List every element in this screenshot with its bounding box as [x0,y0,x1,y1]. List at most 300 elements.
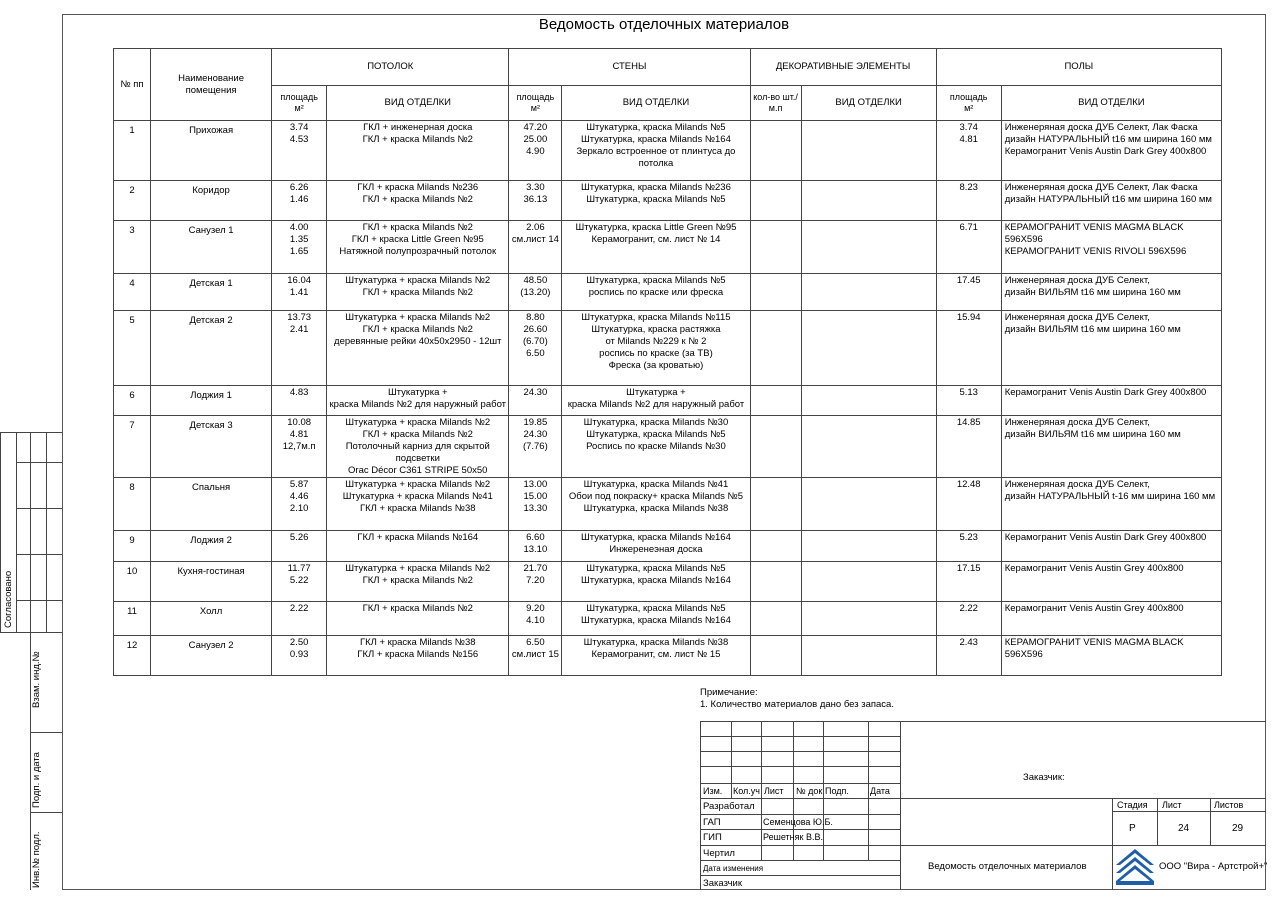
col-floors-header: ПОЛЫ [936,49,1221,86]
cell-line: 6.26 [289,182,309,193]
stamp-data-izm: Дата изменения [703,864,764,873]
ceiling-area-cell [272,562,327,602]
cell-line: Керамогранит, см. лист № 14 [591,233,721,245]
floors-finish-cell [1001,602,1221,636]
stamp-col-ndok: № док [796,786,823,796]
floors-area-cell [936,636,1001,676]
cell-line: 1.41 [289,286,309,298]
cell-line: Штукатурка, краска Milands №5 [586,122,726,133]
cell-line: Роспись по краске Milands №30 [586,440,726,452]
title-block [700,721,1266,890]
walls-area-cell [509,311,562,386]
cell-line: 14.85 [956,417,981,428]
cell-line: КЕРАМОГРАНИТ VENIS MAGMA BLACK [1004,222,1184,233]
cell-line: 16.04 [287,275,312,286]
cell-line: 24.30 [523,428,548,440]
walls-finish-cell [562,311,750,386]
cell-line: 15.00 [523,491,548,503]
ceiling-area-cell [272,531,327,562]
ceiling-area-cell [272,416,327,478]
floors-finish-cell [1001,121,1221,181]
cell-line: Штукатурка, краска Milands №236 [581,182,731,193]
cell-line: ГКЛ + краска Milands №2 [362,286,473,298]
cell-line: ГКЛ + краска Milands №2 [362,603,473,615]
cell-line: Штукатурка + краска Milands №41 [342,491,493,503]
floors-area-cell [936,221,1001,274]
cell-line: 19.85 [523,417,548,428]
notes-heading: Примечание: [700,687,758,698]
cell-line: Orac Décor C361 STRIPE 50x50 [348,464,488,476]
cell-line: 10.08 [287,417,312,428]
row-num-cell: 12 [114,636,151,676]
stamp-gap: ГАП [703,817,721,828]
floors-area-cell [936,386,1001,416]
cell-line: 21.70 [523,563,548,575]
cell-line: Штукатурка + краска Milands №2 [345,417,491,428]
stamp-col-list: Лист [764,786,784,796]
decor-finish-cell [801,416,936,478]
cell-line: 2.06 [526,222,545,233]
cell-line: роспись по краске или фреска [588,286,724,298]
cell-line: 596Х596 [1004,233,1043,245]
stamp-col-data: Дата [870,786,890,796]
stamp-sheet-label: Лист [1162,800,1182,810]
cell-line: 48.50 [523,275,548,286]
walls-finish-cell [562,274,750,311]
cell-line: 17.15 [956,563,981,575]
col-walls-header: СТЕНЫ [509,49,750,86]
cell-line: КЕРАМОГРАНИТ VENIS MAGMA BLACK [1004,637,1184,649]
cell-line: от Milands №229 к № 2 [605,335,707,347]
decor-qty-header: кол-во шт./м.п [750,86,801,121]
cell-line: 13.10 [523,544,548,556]
decor-qty-cell [750,181,801,221]
walls-area-cell [509,221,562,274]
cell-line: 6.50 [526,347,545,359]
table-row [114,274,1222,311]
cell-line: Штукатурка, краска растяжка [591,323,721,335]
cell-line: 2.22 [959,603,978,615]
cell-line: 5.23 [959,532,978,544]
ceiling-finish-cell [327,636,509,676]
cell-line: ГКЛ + инженерная доска [363,122,473,133]
cell-line: 596Х596 [1004,649,1043,661]
cell-line: Штукатурка, краска Milands №164 [581,532,731,544]
cell-line: 1.35 [289,233,309,245]
ceiling-finish-cell [327,531,509,562]
table-row [114,386,1222,416]
ceiling-finish-cell [327,478,509,531]
cell-line: ГКЛ + краска Milands №2 [362,323,473,335]
walls-finish-cell [562,562,750,602]
row-room-cell: Детская 3 [151,416,272,478]
stamp-zakazchik: Заказчик [703,878,743,889]
cell-line: 6.60 [526,532,545,544]
cell-line: 3.30 [526,182,545,193]
cell-line: Керамогранит Venis Austin Dark Grey 400x800 [1004,532,1207,544]
walls-area-cell [509,531,562,562]
cell-line: Керамогранит Venis Austin Grey 400x800 [1004,563,1184,575]
cell-line: ГКЛ + краска Milands №236 [357,182,479,193]
decor-finish-cell [801,636,936,676]
floors-area-cell [936,531,1001,562]
ceiling-area-cell [272,221,327,274]
ceiling-finish-cell [327,602,509,636]
cell-line: 2.43 [959,637,978,649]
cell-line: ГКЛ + краска Milands №2 [362,222,473,233]
row-room-cell: Санузел 2 [151,636,272,676]
ceiling-finish-cell [327,562,509,602]
cell-line: Штукатурка, краска Milands №5 [586,563,726,575]
ceiling-area-cell [272,181,327,221]
ceiling-area-cell [272,478,327,531]
walls-finish-cell [562,416,750,478]
cell-line: 36.13 [523,193,548,205]
cell-line: ГКЛ + краска Milands №164 [357,532,479,544]
col-decor-header: ДЕКОРАТИВНЫЕ ЭЛЕМЕНТЫ [750,49,936,86]
row-num-cell: 2 [114,181,151,221]
table-row [114,636,1222,676]
cell-line: 1.46 [289,193,309,205]
walls-finish-cell [562,181,750,221]
decor-qty-cell [750,531,801,562]
floors-area-header: площадь м² [936,86,1001,121]
walls-area-cell [509,121,562,181]
table-row [114,478,1222,531]
ceiling-finish-cell [327,274,509,311]
floors-area-cell [936,181,1001,221]
ceiling-area-cell [272,274,327,311]
floors-area-cell [936,311,1001,386]
stamp-sheet: 24 [1178,823,1190,834]
stamp-sheet-title: Ведомость отделочных материалов [928,861,1087,872]
cell-line: ГКЛ + краска Milands №2 [362,428,473,440]
ceiling-area-cell [272,121,327,181]
cell-line: 4.81 [289,428,309,440]
decor-qty-cell [750,636,801,676]
cell-line: 13.00 [523,479,548,491]
cell-line: ГКЛ + краска Milands №2 [362,133,473,145]
cell-line: Штукатурка, краска Milands №38 [583,637,729,649]
floors-finish-cell [1001,562,1221,602]
cell-line: Инженеряная доска ДУБ Селект, [1004,417,1150,428]
cell-line: Штукатурка, краска Milands №164 [581,575,731,587]
stamp-stage-label: Стадия [1117,800,1148,810]
walls-finish-cell [562,121,750,181]
notes [700,687,894,712]
floors-area-cell [936,602,1001,636]
floors-area-cell [936,274,1001,311]
cell-line: Штукатурка, краска Milands №164 [581,133,731,145]
cell-line: 15.94 [956,312,981,323]
decor-finish-cell [801,274,936,311]
ceiling-finish-cell [327,386,509,416]
walls-area-cell [509,562,562,602]
cell-line: Инженеряная доска ДУБ Селект, [1004,312,1150,323]
row-num-cell: 5 [114,311,151,386]
stamp-razrabotal: Разработал [703,801,755,812]
cell-line: ГКЛ + краска Little Green №95 [351,233,484,245]
stamp-gip: ГИП [703,832,722,843]
cell-line: Штукатурка, краска Milands №5 [586,603,726,615]
stamp-col-izm: Изм. [703,786,723,796]
cell-line: 2.22 [289,603,309,615]
stamp-stage: Р [1129,823,1136,834]
cell-line: 26.60 [523,323,548,335]
decor-finish-cell [801,602,936,636]
cell-line: краска Milands №2 для наружный работ [329,398,506,410]
ceiling-finish-header: ВИД ОТДЕЛКИ [327,86,509,121]
cell-line: Штукатурка, краска Milands №5 [586,275,726,286]
cell-line: Штукатурка, краска Milands №164 [581,615,731,627]
cell-line: дизайн ВИЛЬЯМ t16 мм ширина 160 мм [1004,428,1181,440]
cell-line: Инженеряная доска ДУБ Селект, [1004,479,1150,491]
table-row [114,311,1222,386]
cell-line: дизайн НАТУРАЛЬНЫЙ t-16 мм ширина 160 мм [1004,491,1216,503]
decor-qty-cell [750,416,801,478]
floors-area-cell [936,416,1001,478]
side-podp-data: Подп. и дата [31,752,42,808]
col-ceiling-header: ПОТОЛОК [272,49,509,86]
floors-area-cell [936,478,1001,531]
cell-line: Штукатурка + краска Milands №2 [345,479,491,491]
walls-area-cell [509,181,562,221]
cell-line: (7.76) [522,440,548,452]
cell-line: 0.93 [289,649,309,661]
decor-qty-cell [750,311,801,386]
cell-line: 12,7м.п [282,440,316,452]
walls-area-cell [509,416,562,478]
floors-area-cell [936,562,1001,602]
floors-finish-header: ВИД ОТДЕЛКИ [1001,86,1221,121]
cell-line: 5.13 [959,387,978,398]
floors-finish-cell [1001,636,1221,676]
row-room-cell: Прихожая [151,121,272,181]
cell-line: 24.30 [523,387,548,398]
row-room-cell: Кухня-гостиная [151,562,272,602]
walls-area-cell [509,386,562,416]
decor-finish-header: ВИД ОТДЕЛКИ [801,86,936,121]
walls-area-cell [509,636,562,676]
cell-line: 5.87 [289,479,309,491]
cell-line: ГКЛ + краска Milands №2 [362,575,473,587]
cell-line: Штукатурка, краска Milands №38 [583,503,729,515]
decor-finish-cell [801,478,936,531]
decor-qty-cell [750,274,801,311]
cell-line: 4.81 [959,133,978,145]
stamp-sheets: 29 [1232,823,1244,834]
ceiling-area-cell [272,602,327,636]
cell-line: 5.26 [289,532,309,544]
table-row [114,181,1222,221]
cell-line: 4.53 [289,133,309,145]
table-row [114,121,1222,181]
stamp-chertil: Чертил [703,848,735,859]
cell-line: 4.83 [289,387,309,398]
cell-line: 13.30 [523,503,548,515]
side-inv: Инв.№ подл. [31,831,42,888]
row-room-cell: Детская 2 [151,311,272,386]
table-row [114,531,1222,562]
decor-qty-cell [750,386,801,416]
row-num-cell: 10 [114,562,151,602]
col-room-header: Наименование помещения [151,49,272,121]
cell-line: Инженеряная доска ДУБ Селект, [1004,275,1150,286]
cell-line: Штукатурка, краска Milands №5 [586,193,726,205]
cell-line: 47.20 [523,122,548,133]
decor-finish-cell [801,531,936,562]
floors-finish-cell [1001,181,1221,221]
walls-area-cell [509,602,562,636]
cell-line: Штукатурка + [387,387,448,398]
table-row [114,602,1222,636]
cell-line: дизайн НАТУРАЛЬНЫЙ t16 мм ширина 160 мм [1004,193,1212,205]
cell-line: Керамогранит Venis Austin Dark Grey 400x800 [1004,387,1207,398]
cell-line: Потолочный карниз для скрытой подсветки [345,440,490,464]
cell-line: 5.22 [289,575,309,587]
cell-line: 2.50 [289,637,309,649]
cell-line: 4.00 [289,222,309,233]
page-title: Ведомость отделочных материалов [538,16,790,33]
walls-finish-cell [562,602,750,636]
cell-line: деревянные рейки 40х50х2950 - 12шт [334,335,502,347]
row-num-cell: 11 [114,602,151,636]
cell-line: 4.90 [526,145,545,157]
cell-line: см.лист 14 [511,233,559,245]
decor-finish-cell [801,386,936,416]
stamp-gip-name: Решетняк В.В. [763,832,823,842]
cell-line: Обои под покраску+ краска Milands №5 [568,491,744,503]
cell-line: 17.45 [956,275,981,286]
decor-qty-cell [750,602,801,636]
cell-line: (6.70) [522,335,548,347]
cell-line: краска Milands №2 для наружный работ [567,398,745,410]
floors-finish-cell [1001,478,1221,531]
cell-line: 9.20 [526,603,545,615]
ceiling-finish-cell [327,221,509,274]
cell-line: 8.23 [959,182,978,193]
cell-line: ГКЛ + краска Milands №38 [359,503,476,515]
walls-finish-cell [562,531,750,562]
row-room-cell: Санузел 1 [151,221,272,274]
row-num-cell: 7 [114,416,151,478]
cell-line: 4.10 [526,615,545,627]
cell-line: 11.77 [287,563,311,575]
row-room-cell: Коридор [151,181,272,221]
ceiling-area-cell [272,311,327,386]
cell-line: роспись по краске (за ТВ) [599,347,713,359]
decor-finish-cell [801,311,936,386]
ceiling-area-cell [272,636,327,676]
cell-line: (13.20) [520,286,551,298]
company-logo-icon [1114,847,1156,887]
cell-line: Инжеренеэная доска [609,544,703,556]
floors-finish-cell [1001,221,1221,274]
cell-line: дизайн ВИЛЬЯМ t16 мм ширина 160 мм [1004,286,1181,298]
walls-area-cell [509,478,562,531]
cell-line: Штукатурка, краска Milands №5 [586,428,726,440]
cell-line: Керамогранит, см. лист № 15 [591,649,721,661]
cell-line: 4.46 [289,491,309,503]
table-body [114,121,1222,676]
cell-line: 12.48 [956,479,981,491]
row-num-cell: 6 [114,386,151,416]
cell-line: см.лист 15 [511,649,559,661]
cell-line: Штукатурка, краска Milands №41 [583,479,729,491]
decor-qty-cell [750,121,801,181]
cell-line: 3.74 [959,122,978,133]
decor-finish-cell [801,121,936,181]
row-room-cell: Лоджия 1 [151,386,272,416]
decor-qty-cell [750,562,801,602]
row-num-cell: 9 [114,531,151,562]
cell-line: Инженеряная доска ДУБ Селект, Лак Фаска [1004,182,1198,193]
cell-line: Инженеряная доска ДУБ Селект, Лак Фаска [1004,122,1198,133]
ceiling-finish-cell [327,121,509,181]
cell-line: 2.41 [289,323,309,335]
table-row [114,416,1222,478]
cell-line: дизайн ВИЛЬЯМ t16 мм ширина 160 мм [1004,323,1181,335]
cell-line: дизайн НАТУРАЛЬНЫЙ t16 мм ширина 160 мм [1004,133,1212,145]
walls-area-header: площадь м² [509,86,562,121]
side-strip [0,432,62,890]
cell-line: КЕРАМОГРАНИТ VENIS RIVOLI 596Х596 [1004,245,1187,257]
floors-area-cell [936,121,1001,181]
cell-line: Штукатурка, краска Milands №115 [581,312,731,323]
floors-finish-cell [1001,386,1221,416]
floors-finish-cell [1001,416,1221,478]
floors-finish-cell [1001,311,1221,386]
row-num-cell: 4 [114,274,151,311]
cell-line: Штукатурка + краска Milands №2 [345,312,491,323]
cell-line: 7.20 [526,575,545,587]
ceiling-area-header: площадь м² [272,86,327,121]
cell-line: 25.00 [523,133,548,145]
cell-line: Керамогранит Venis Austin Dark Grey 400x800 [1004,145,1207,157]
ceiling-finish-cell [327,311,509,386]
side-soglasovano: Согласовано [3,570,14,628]
floors-finish-cell [1001,531,1221,562]
row-num-cell: 3 [114,221,151,274]
cell-line: Штукатурка, краска Milands №30 [583,417,729,428]
stamp-customer-label: Заказчик: [1023,772,1065,783]
cell-line: 8.80 [526,312,545,323]
row-room-cell: Спальня [151,478,272,531]
table-row [114,562,1222,602]
cell-line: 2.10 [289,503,309,515]
cell-line: ГКЛ + краска Milands №2 [362,193,473,205]
cell-line: Штукатурка + краска Milands №2 [345,275,491,286]
stamp-sheets-label: Листов [1214,800,1244,810]
table-row [114,221,1222,274]
cell-line: 1.65 [289,245,309,257]
row-room-cell: Холл [151,602,272,636]
walls-finish-cell [562,386,750,416]
col-num-header: № пп [114,49,151,121]
ceiling-finish-cell [327,416,509,478]
cell-line: 3.74 [289,122,309,133]
cell-line: 6.71 [959,222,978,233]
side-vzam: Взам. инд.№ [31,651,42,708]
cell-line: Штукатурка, краска Little Green №95 [575,222,737,233]
cell-line: 13.73 [287,312,312,323]
decor-finish-cell [801,221,936,274]
cell-line: Зеркало встроенное от плинтуса до потолка [576,145,736,169]
cell-line: Штукатурка + краска Milands №2 [345,563,491,575]
cell-line: Натяжной полупрозрачный потолок [339,245,497,257]
walls-finish-cell [562,478,750,531]
row-room-cell: Лоджия 2 [151,531,272,562]
